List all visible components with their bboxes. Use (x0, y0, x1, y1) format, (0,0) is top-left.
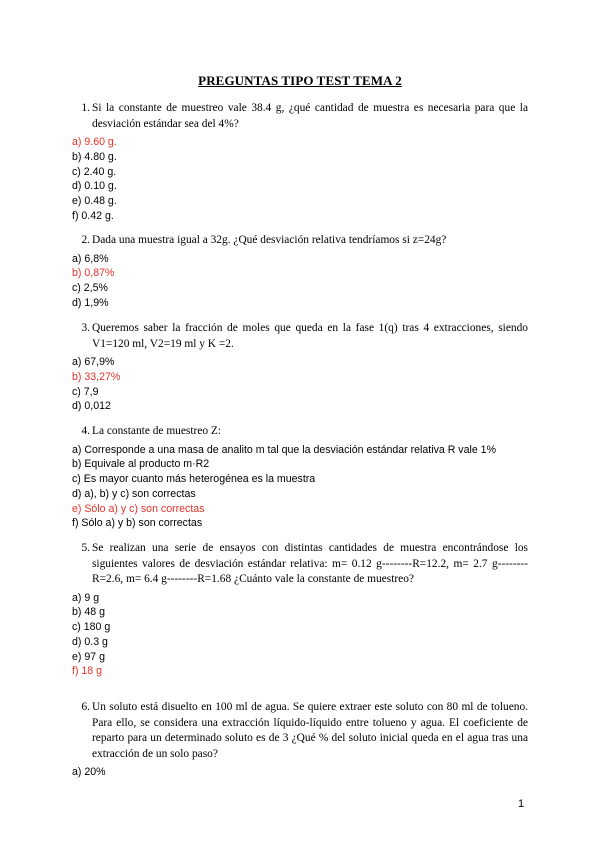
question-number: 2. (81, 234, 90, 246)
answer-option: c) 2,5% (72, 282, 108, 295)
options-list (72, 443, 530, 532)
answer-option: c) Es mayor cuanto más heterogénea es la muestra (72, 473, 316, 486)
options-list (72, 355, 530, 414)
question-stem (72, 700, 530, 762)
answer-option: a) 6,8% (72, 252, 109, 265)
answer-option: d) 0.10 g. (72, 180, 117, 193)
question-text: Un soluto está disuelto en 100 ml de agua. Se quiere extraer este soluto con 80 ml de tolueno. Para ello, se considera una extracción líquido-líquido entre tolueno y agua. El coeficiente de reparto para un determinado soluto es de 3 ¿Qué % del soluto inicial queda en el agua tras una extracción de un solo paso? (92, 701, 528, 760)
answer-option: d) 0,012 (72, 400, 111, 413)
answer-option: f) Sólo a) y b) son correctas (72, 517, 203, 530)
answer-option: b) Equivale al producto m·R2 (72, 458, 210, 471)
options-list (72, 765, 530, 780)
answer-option: a) Corresponde a una masa de analito m tal que la desviación estándar relativa R vale 1% (72, 443, 496, 456)
question-stem (72, 233, 530, 249)
answer-option: a) 67,9% (72, 356, 115, 368)
options-list (72, 591, 530, 680)
answer-option-correct: f) 18 g (72, 665, 103, 678)
question-text: Si la constante de muestreo vale 38.4 g, ¿qué cantidad de muestra es necesaria para que la desviación estándar sea del 4%? (92, 102, 528, 130)
question-4 (72, 424, 530, 531)
answer-option: a) 9 g (72, 591, 100, 604)
question-number: 6. (81, 701, 90, 713)
answer-option-correct: e) Sólo a) y c) son correctas (72, 502, 205, 515)
options-list (72, 135, 530, 224)
answer-option: e) 97 g (72, 650, 105, 663)
question-number: 5. (81, 542, 90, 554)
question-text: La constante de muestreo Z: (92, 425, 222, 437)
question-6 (72, 700, 530, 780)
page-title: PREGUNTAS TIPO TEST TEMA 2 (198, 73, 402, 88)
page-number: 1 (518, 798, 525, 810)
answer-option: b) 4.80 g. (72, 150, 117, 163)
question-text: Queremos saber la fracción de moles que queda en la fase 1(q) tras 4 extracciones, siendo V1=120 ml, V2=19 ml y K =2. (92, 322, 528, 350)
question-1 (72, 101, 530, 224)
question-5 (72, 541, 530, 679)
answer-option: d) a), b) y c) son correctas (72, 487, 196, 500)
answer-option-correct: b) 33,27% (72, 370, 121, 383)
answer-option: c) 2.40 g. (72, 165, 117, 178)
question-stem (72, 424, 530, 440)
answer-option: d) 0.3 g (72, 635, 108, 648)
answer-option: d) 1,9% (72, 296, 109, 309)
question-stem (72, 541, 530, 588)
question-stem (72, 321, 530, 352)
question-text: Dada una muestra igual a 32g. ¿Qué desviación relativa tendríamos si z=24g? (92, 234, 447, 246)
answer-option-correct: a) 9.60 g. (72, 136, 117, 148)
answer-option: e) 0.48 g. (72, 195, 117, 208)
answer-option: c) 7,9 (72, 385, 99, 398)
question-3 (72, 321, 530, 414)
question-number: 3. (81, 322, 90, 334)
question-text: Se realizan una serie de ensayos con distintas cantidades de muestra encontrándose los siguientes valores de desviación estándar relativa: m= 0.12 g--------R=12.2, m= 2.7 g--------R=2.6, m= 6.4 g--------R=1.68 ¿Cuánto vale la constante de muestreo? (92, 542, 528, 585)
answer-option: f) 0.42 g. (72, 209, 114, 222)
options-list (72, 252, 530, 311)
answer-option: c) 180 g (72, 621, 111, 634)
question-number: 1. (81, 102, 90, 114)
question-stem (72, 101, 530, 132)
answer-option: a) 20% (72, 766, 106, 778)
answer-option: b) 48 g (72, 606, 105, 619)
answer-option-correct: b) 0,87% (72, 267, 115, 280)
question-number: 4. (81, 425, 90, 437)
question-2 (72, 233, 530, 311)
